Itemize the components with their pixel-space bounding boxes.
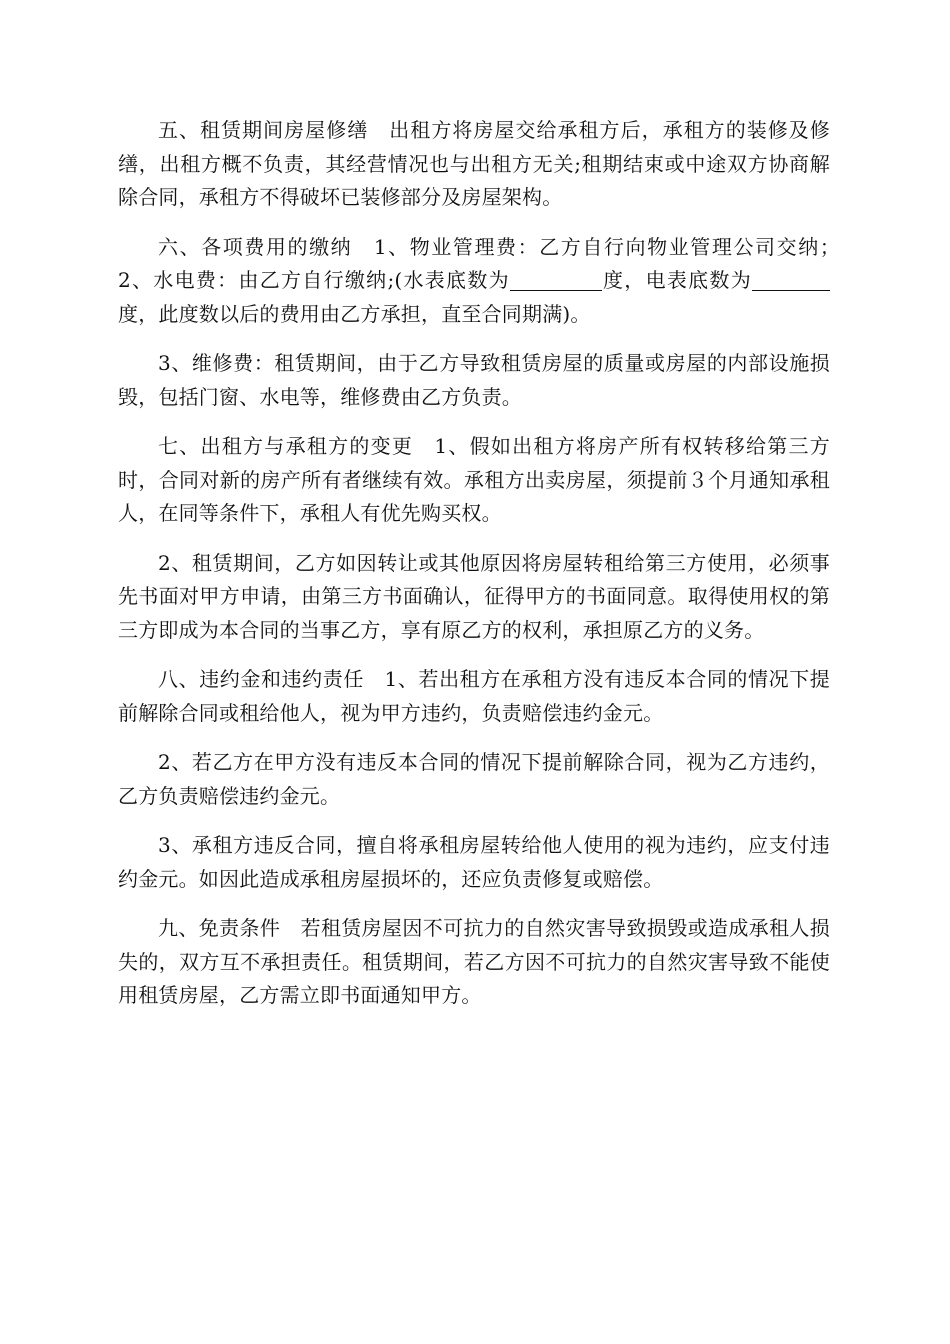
document-page (118, 114, 851, 1029)
clause-8-2-penalty: 2、若乙方在甲方没有违反本合同的情况下提前解除合同，视为乙方违约，乙方负责赔偿违约金元。 (118, 750, 830, 808)
clause-6-3-maintenance: 3、维修费：租赁期间，由于乙方导致租赁房屋的质量或房屋的内部设施损毁，包括门窗、水电等，维修费由乙方负责。 (118, 351, 830, 409)
clause-9-exemption: 九、免责条件 若租赁房屋因不可抗力的自然灾害导致损毁或造成承租人损失的，双方互不承担责任。租赁期间，若乙方因不可抗力的自然灾害导致不能使用租赁房屋，乙方需立即书面通知甲方。 (118, 916, 830, 1007)
clause-8-3-penalty: 3、承租方违反合同，擅自将承租房屋转给他人使用的视为违约，应支付违约金元。如因此造成承租房屋损坏的，还应负责修复或赔偿。 (118, 833, 830, 891)
clause-7-changes: 七、出租方与承租方的变更 1、假如出租方将房产所有权转移给第三方时，合同对新的房产所有者继续有效。承租方出卖房屋，须提前３个月通知承租人，在同等条件下，承租人有优先购买权。 (118, 434, 830, 525)
clause-7-2-sublease: 2、租赁期间，乙方如因转让或其他原因将房屋转租给第三方使用，必须事先书面对甲方申请，由第三方书面确认，征得甲方的书面同意。取得使用权的第三方即成为本合同的当事乙方，享有原乙方的权利，承担原乙方的义务。 (118, 550, 830, 642)
clause-6-text-c: 度，此度数以后的费用由乙方承担，直至合同期满)。 (118, 301, 591, 326)
clause-8-penalty: 八、违约金和违约责任 1、若出租方在承租方没有违反本合同的情况下提前解除合同或租给他人，视为甲方违约，负责赔偿违约金元。 (118, 667, 830, 725)
clause-5-repairs: 五、租赁期间房屋修缮 出租方将房屋交给承租方后，承租方的装修及修缮，出租方概不负责，其经营情况也与出租方无关;租期结束或中途双方协商解除合同，承租方不得破坏已装修部分及房屋架构。 (118, 118, 830, 209)
water-meter-blank[interactable] (510, 268, 602, 291)
clause-6-text-b: 度，电表底数为 (601, 268, 752, 292)
clause-6-fees (118, 231, 851, 332)
clause-6-text-a: 六、各项费用的缴纳 1、物业管理费：乙方自行向物业管理公司交纳； 2、水电费：由乙方自行缴纳;(水表底数为 (118, 234, 851, 292)
electric-meter-blank[interactable] (752, 268, 830, 291)
